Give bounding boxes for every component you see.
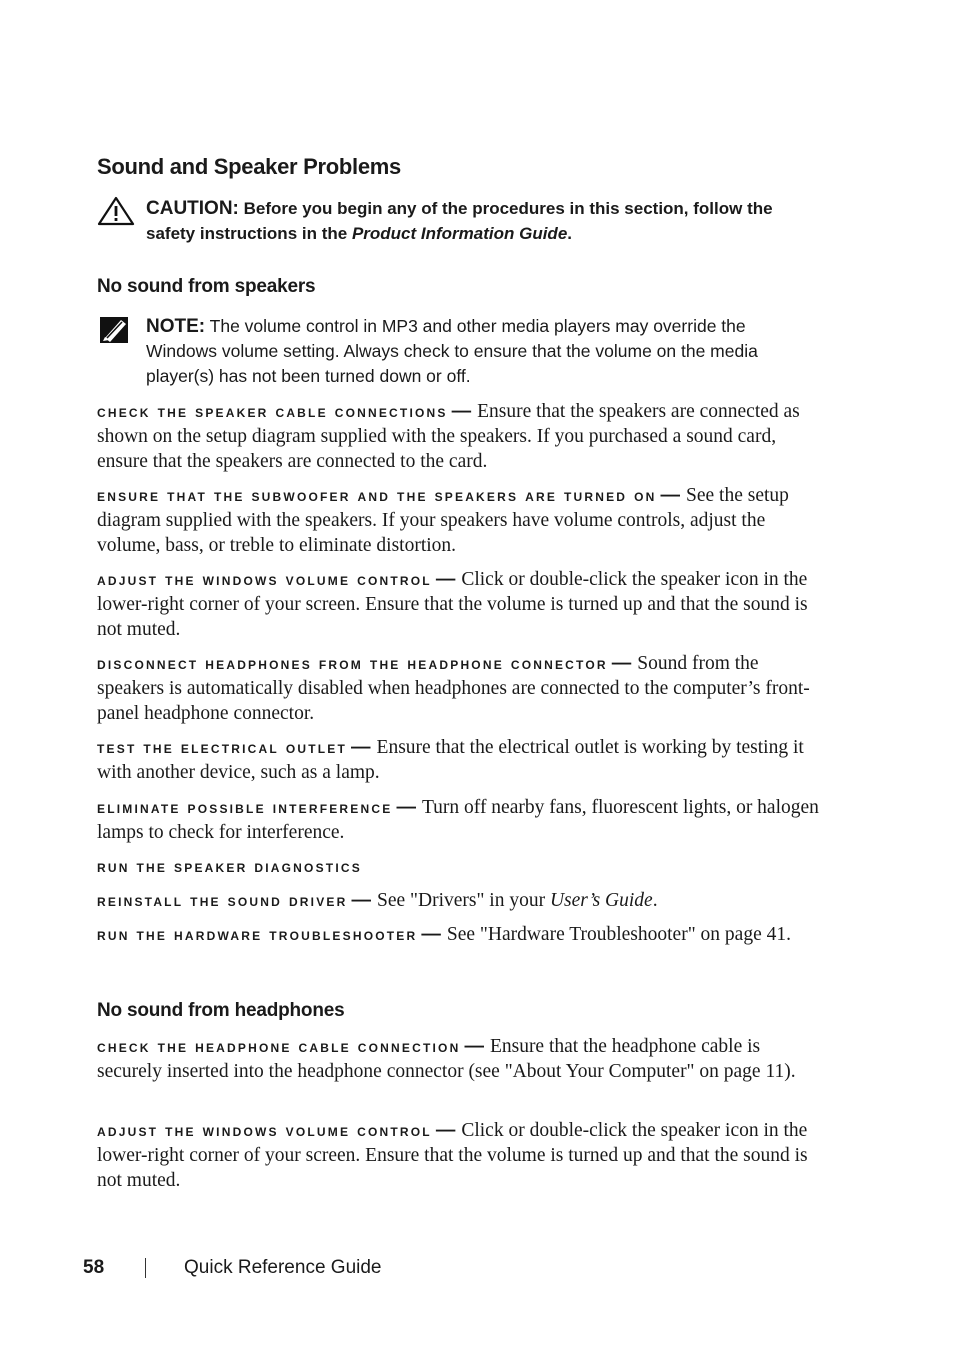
entry-term: run the speaker diagnostics <box>97 857 362 876</box>
note-pencil-icon <box>97 314 131 349</box>
em-dash: — <box>351 736 371 758</box>
subhead-no-sound-speakers: No sound from speakers <box>97 276 316 297</box>
entry-body: Click or double-click the speaker icon in the lower-right corner of your screen. Ensure that the volume is turned up and that the sound is not muted. <box>97 1120 808 1191</box>
entry-term: adjust the windows volume control <box>97 570 432 589</box>
entry-adjust-volume-headphones <box>97 1118 824 1193</box>
entry-period: . <box>652 890 658 911</box>
entry-body: See "Hardware Troubleshooter" on page 41. <box>446 924 791 945</box>
entry-body: Turn off nearby fans, fluorescent lights, or halogen lamps to check for interference. <box>97 797 819 843</box>
em-dash: — <box>396 796 416 818</box>
entry-term: adjust the windows volume control <box>97 1121 432 1140</box>
page-number: 58 <box>83 1257 105 1278</box>
em-dash: — <box>611 652 632 674</box>
entry-body: Ensure that the speakers are connected as shown on the setup diagram supplied with the speakers. If you purchased a sound card, ensure that the speakers are connected to the card. <box>97 401 800 472</box>
entry-term: reinstall the sound driver <box>97 891 348 910</box>
note-label: NOTE: <box>146 316 206 337</box>
em-dash: — <box>435 568 456 590</box>
entry-body: Ensure that the headphone cable is securely inserted into the headphone connector (see "About Your Computer" on page 11). <box>97 1036 796 1082</box>
entry-run-diagnostics <box>97 854 824 879</box>
em-dash: — <box>351 889 371 911</box>
note-block <box>97 314 817 389</box>
entry-body: Click or double-click the speaker icon in the lower-right corner of your screen. Ensure that the volume is turned up and that the sound is not muted. <box>97 569 808 640</box>
entry-check-headphone-cable <box>97 1034 824 1084</box>
entry-test-outlet <box>97 735 824 785</box>
entry-body: Sound from the speakers is automatically disabled when headphones are connected to the computer’s front-panel headphone connector. <box>97 653 810 724</box>
em-dash: — <box>464 1035 484 1057</box>
users-guide-ref: User’s Guide <box>549 890 653 911</box>
entry-term: run the hardware troubleshooter <box>97 925 418 944</box>
entry-adjust-volume <box>97 567 824 642</box>
caution-text <box>146 196 817 246</box>
entry-term: ensure that the subwoofer and the speakers are turned on <box>97 486 657 505</box>
entry-term: test the electrical outlet <box>97 738 348 757</box>
em-dash: — <box>451 400 472 422</box>
entry-ensure-subwoofer-on <box>97 483 824 558</box>
em-dash: — <box>421 923 441 945</box>
entry-disconnect-headphones <box>97 651 824 726</box>
entry-body: See "Drivers" in your <box>377 890 550 911</box>
entry-term: check the headphone cable connection <box>97 1037 461 1056</box>
caution-block <box>97 196 817 246</box>
entry-reinstall-driver <box>97 888 824 913</box>
entry-body: See the setup diagram supplied with the speakers. If your speakers have volume controls, adjust the volume, bass, or treble to eliminate distortion. <box>97 485 789 556</box>
caution-body: Before you begin any of the procedures in this section, follow the safety instructions in the <box>146 199 773 243</box>
subhead-no-sound-headphones: No sound from headphones <box>97 1000 345 1021</box>
entry-term: eliminate possible interference <box>97 798 393 817</box>
note-text: The volume control in MP3 and other media players may override the Windows volume setting. Always check to ensure that the volume on the media player(s) has not been turned down or off. <box>146 316 758 386</box>
section-title: Sound and Speaker Problems <box>97 154 401 179</box>
entry-hardware-troubleshooter <box>97 922 824 947</box>
entry-eliminate-interference <box>97 795 824 845</box>
entry-term: check the speaker cable connections <box>97 402 448 421</box>
page-footer <box>83 1257 382 1279</box>
entry-term: disconnect headphones from the headphone connector <box>97 654 608 673</box>
guide-title: Quick Reference Guide <box>184 1257 382 1278</box>
caution-label: CAUTION: <box>146 198 239 219</box>
em-dash: — <box>660 484 680 506</box>
entry-body: Ensure that the electrical outlet is working by testing it with another device, such as a lamp. <box>97 737 804 783</box>
em-dash: — <box>435 1119 456 1141</box>
footer-separator <box>145 1258 146 1278</box>
caution-guide-title: Product Information Guide <box>351 224 568 243</box>
warning-triangle-icon <box>97 196 135 231</box>
entry-check-speaker-cables <box>97 399 824 474</box>
caution-period: . <box>567 224 573 243</box>
